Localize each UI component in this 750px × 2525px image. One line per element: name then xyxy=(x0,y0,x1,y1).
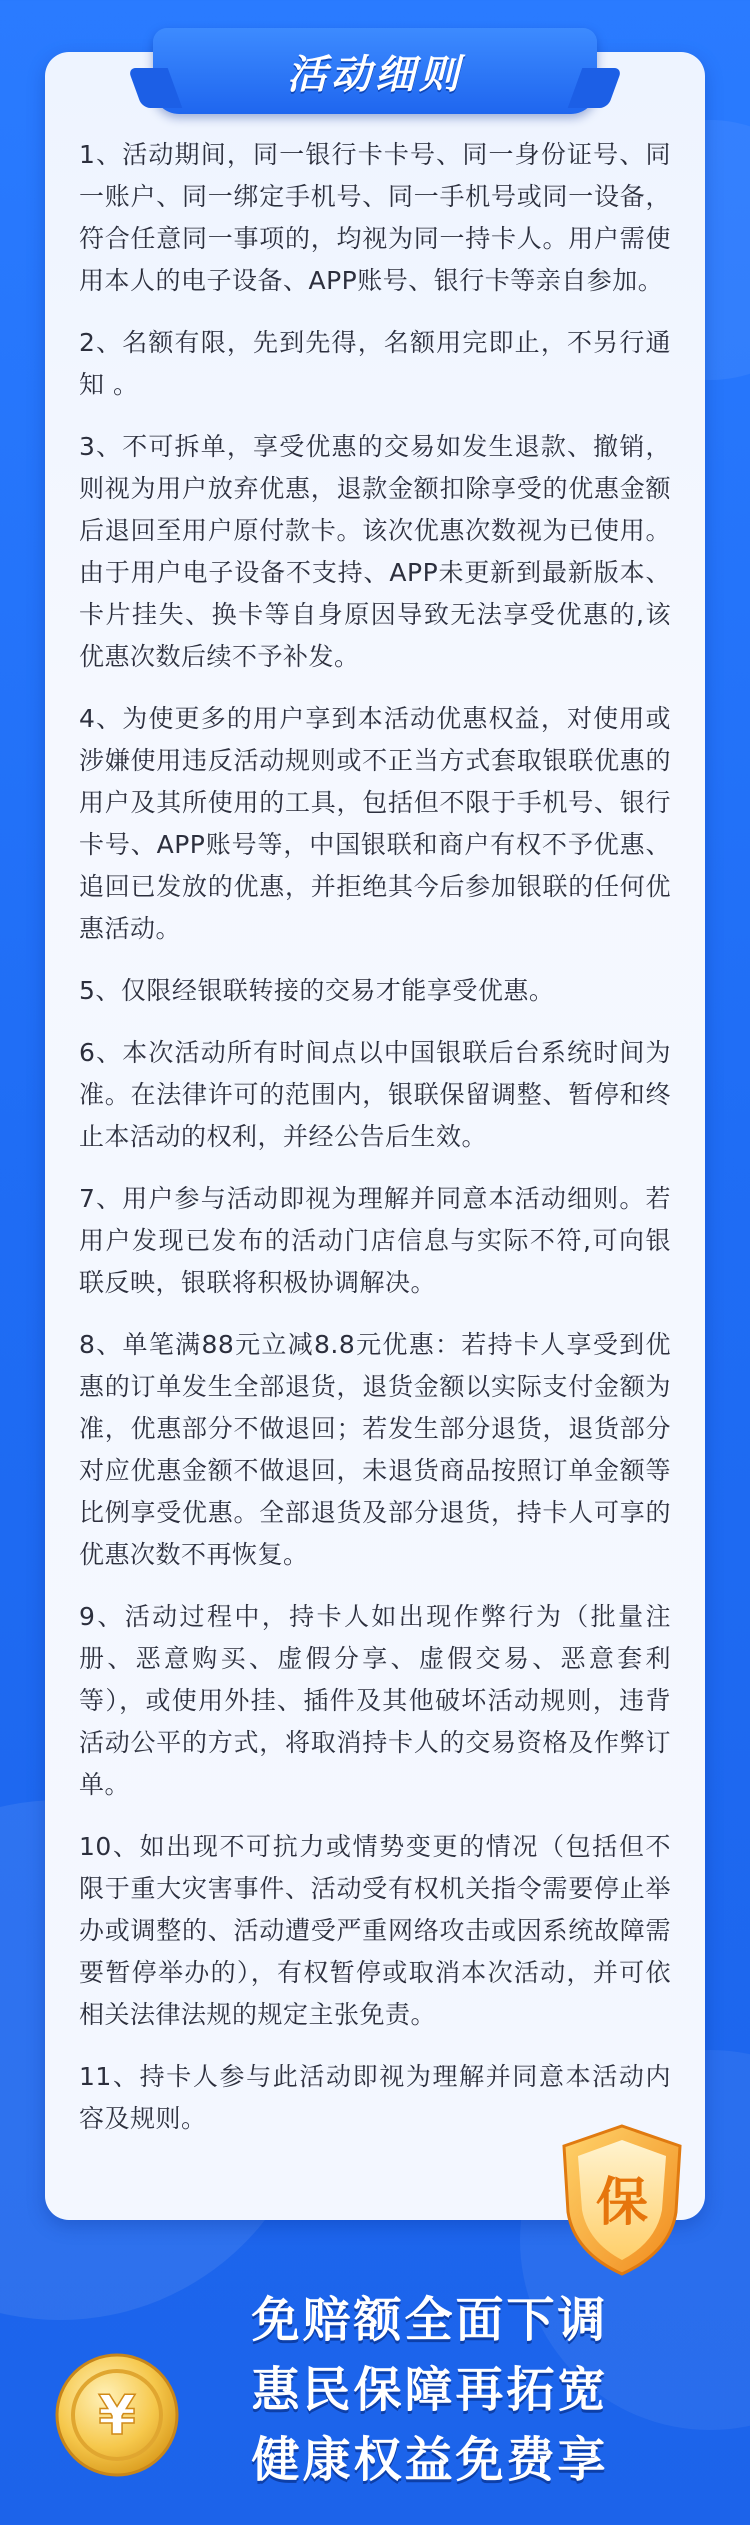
shield-icon xyxy=(552,2120,692,2280)
rule-item: 6、本次活动所有时间点以中国银联后台系统时间为准。在法律许可的范围内，银联保留调整、暂停和终止本活动的权利，并经公告后生效。 xyxy=(79,1038,671,1151)
yuan-coin-icon xyxy=(52,2350,182,2480)
rule-item: 8、单笔满88元立减8.8元优惠：若持卡人享受到优惠的订单发生全部退货，退货金额以实际支付金额为准，优惠部分不做退回；若发生部分退货，退货部分对应优惠金额不做退回，未退货商品按照订单金额等比例享受优惠。全部退货及部分退货，持卡人可享的优惠次数不再恢复。 xyxy=(79,1330,671,1569)
slogan-line: 惠民保障再拓宽 xyxy=(251,2362,609,2418)
rule-item: 3、不可拆单，享受优惠的交易如发生退款、撤销，则视为用户放弃优惠，退款金额扣除享受的优惠金额后退回至用户原付款卡。该次优惠次数视为已使用。由于用户电子设备不支持、APP未更新到最新版本、卡片挂失、换卡等自身原因导致无法享受优惠的,该优惠次数后续不予补发。 xyxy=(79,432,671,671)
slogan-line: 免赔额全面下调 xyxy=(251,2292,609,2348)
rule-item: 1、活动期间，同一银行卡卡号、同一身份证号、同一账户、同一绑定手机号、同一手机号或同一设备，符合任意同一事项的，均视为同一持卡人。用户需使用本人的电子设备、APP账号、银行卡等亲自参加。 xyxy=(79,140,671,295)
rule-item: 2、名额有限，先到先得，名额用完即止，不另行通知 。 xyxy=(79,328,671,399)
rule-item: 7、用户参与活动即视为理解并同意本活动细则。若用户发现已发布的活动门店信息与实际不符,可向银联反映，银联将积极协调解决。 xyxy=(79,1184,671,1297)
rules-list xyxy=(79,134,671,2160)
rule-item: 9、活动过程中，持卡人如出现作弊行为（批量注册、恶意购买、虚假分享、虚假交易、恶意套利等），或使用外挂、插件及其他破坏活动规则，违背活动公平的方式，将取消持卡人的交易资格及作弊订单。 xyxy=(79,1602,671,1799)
rule-item: 11、持卡人参与此活动即视为理解并同意本活动内容及规则。 xyxy=(79,2062,671,2133)
badge-text: 保 xyxy=(595,2173,649,2233)
slogan-line: 健康权益免费享 xyxy=(251,2432,609,2488)
page-title: 活动细则 xyxy=(287,51,463,98)
header-tab xyxy=(153,28,597,114)
rule-item: 5、仅限经银联转接的交易才能享受优惠。 xyxy=(79,976,555,1005)
rules-card xyxy=(45,52,705,2220)
coin-text: ¥ xyxy=(98,2384,136,2447)
rule-item: 4、为使更多的用户享到本活动优惠权益，对使用或涉嫌使用违反活动规则或不正当方式套取银联优惠的用户及其所使用的工具，包括但不限于手机号、银行卡号、APP账号等，中国银联和商户有权不予优惠、追回已发放的优惠，并拒绝其今后参加银联的任何优惠活动。 xyxy=(79,704,671,943)
rule-item: 10、如出现不可抗力或情势变更的情况（包括但不限于重大灾害事件、活动受有权机关指令需要停止举办或调整的、活动遭受严重网络攻击或因系统故障需要暂停举办的），有权暂停或取消本次活动，并可依相关法律法规的规定主张免责。 xyxy=(79,1832,671,2029)
